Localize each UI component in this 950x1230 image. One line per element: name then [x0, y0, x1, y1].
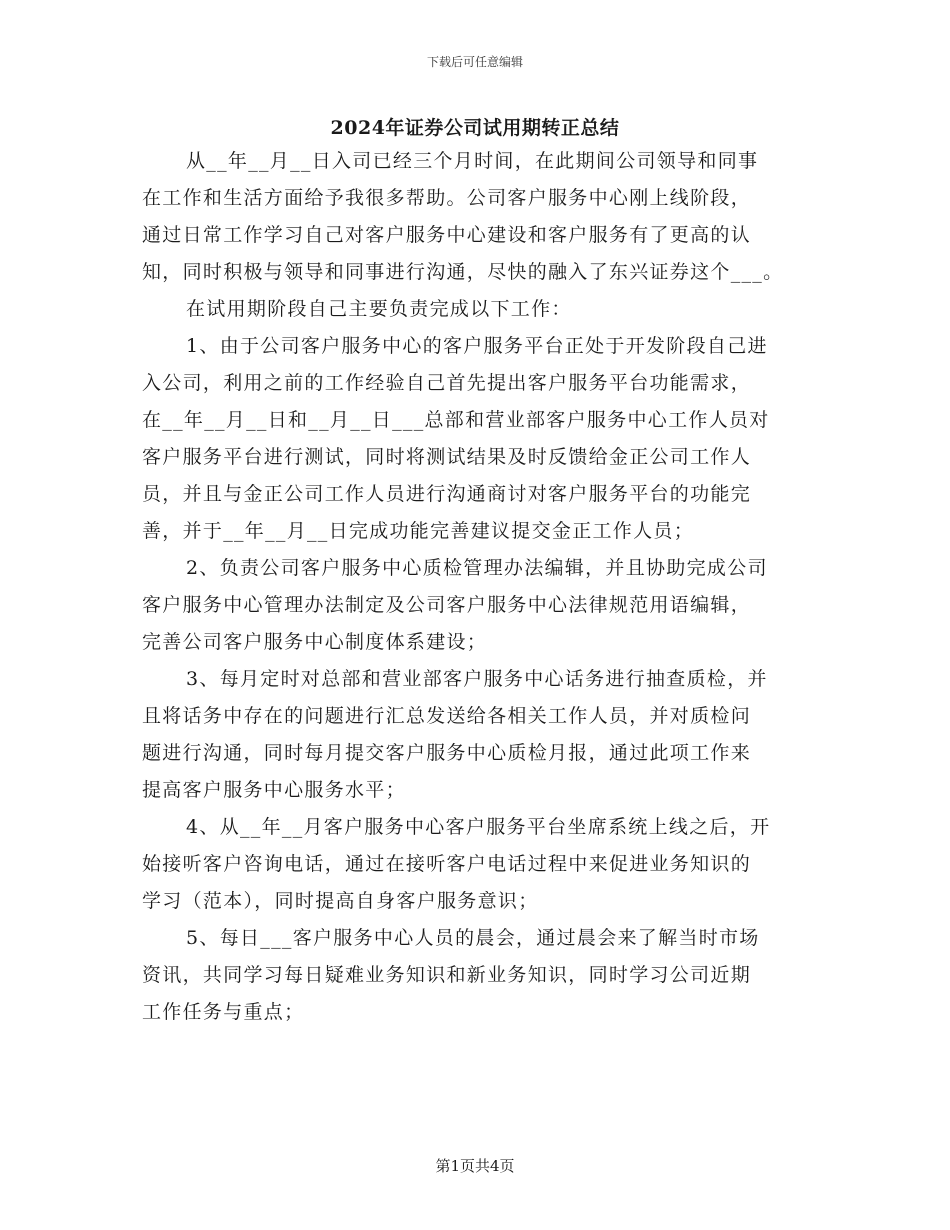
body-line: 且将话务中存在的问题进行汇总发送给各相关工作人员，并对质检问	[142, 705, 752, 727]
body-line: 在试用期阶段自己主要负责完成以下工作：	[186, 298, 572, 320]
body-line: 客户服务平台进行测试，同时将测试结果及时反馈给金正公司工作人	[142, 446, 752, 468]
body-line: 从__年__月__日入司已经三个月时间，在此期间公司领导和同事	[186, 150, 759, 172]
body-line: 知，同时积极与领导和同事进行沟通，尽快的融入了东兴证券这个___。	[142, 261, 784, 283]
page-header-note: 下载后可任意编辑	[426, 55, 523, 69]
body-line: 4、从__年__月客户服务中心客户服务平台坐席系统上线之后，开	[186, 816, 771, 838]
page-number: 第1页共4页	[435, 1157, 515, 1175]
body-line: 2、负责公司客户服务中心质检管理办法编辑，并且协助完成公司	[186, 557, 768, 579]
body-line: 客户服务中心管理办法制定及公司客户服务中心法律规范用语编辑，	[142, 594, 752, 616]
document-title: 2024年证券公司试用期转正总结	[330, 117, 620, 139]
body-line: 1、由于公司客户服务中心的客户服务平台正处于开发阶段自己进	[186, 335, 768, 357]
body-line: 提高客户服务中心服务水平；	[142, 779, 406, 801]
body-line: 学习（范本），同时提高自身客户服务意识；	[142, 890, 539, 912]
body-line: 3、每月定时对总部和营业部客户服务中心话务进行抽查质检，并	[186, 668, 768, 690]
body-line: 资讯，共同学习每日疑难业务知识和新业务知识，同时学习公司近期	[142, 964, 752, 986]
body-line: 完善公司客户服务中心制度体系建设；	[142, 631, 488, 653]
body-line: 员，并且与金正公司工作人员进行沟通商讨对客户服务平台的功能完	[142, 483, 752, 505]
body-line: 在工作和生活方面给予我很多帮助。公司客户服务中心刚上线阶段，	[142, 187, 752, 209]
body-line: 在__年__月__日和__月__日___总部和营业部客户服务中心工作人员对	[142, 409, 770, 431]
body-line: 通过日常工作学习自己对客户服务中心建设和客户服务有了更高的认	[142, 224, 752, 246]
body-line: 始接听客户咨询电话，通过在接听客户电话过程中来促进业务知识的	[142, 853, 752, 875]
document-body	[142, 143, 814, 1031]
body-line: 善，并于__年__月__日完成功能完善建议提交金正工作人员；	[142, 520, 695, 542]
body-line: 5、每日___客户服务中心人员的晨会，通过晨会来了解当时市场	[186, 927, 760, 949]
body-line: 题进行沟通，同时每月提交客户服务中心质检月报，通过此项工作来	[142, 742, 752, 764]
body-line: 入公司，利用之前的工作经验自己首先提出客户服务平台功能需求，	[142, 372, 752, 394]
body-line: 工作任务与重点；	[142, 1001, 305, 1023]
